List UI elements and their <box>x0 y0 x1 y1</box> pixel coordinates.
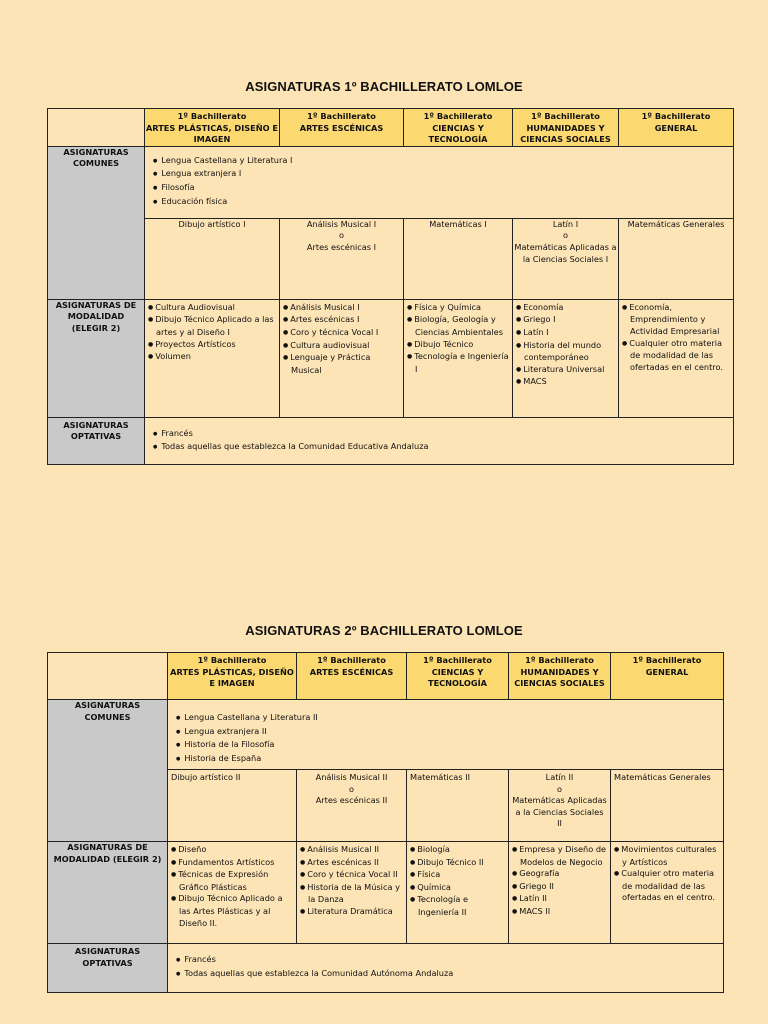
modalidad-artes-plasticas <box>168 842 297 944</box>
comun-artes-plasticas: Dibujo artístico I <box>145 218 280 299</box>
comun-general: Matemáticas Generales <box>619 218 734 299</box>
list-item: ● Historia de la Música y la Danza <box>300 882 403 906</box>
list-item: ● Latín I <box>516 327 615 340</box>
comun-artes-escenicas: Análisis Musical I o Artes escénicas I <box>280 218 404 299</box>
list-item: ● Cultura Audiovisual <box>148 302 276 315</box>
row-label-comunes: ASIGNATURAS COMUNES <box>48 700 168 842</box>
list-item: ● Dibujo Técnico Aplicado a las Artes Plásticas y al Diseño II. <box>171 893 293 929</box>
list-item: ● Proyectos Artísticos <box>148 339 276 352</box>
header-artes-escenicas: 1º Bachillerato ARTES ESCÉNICAS <box>280 109 404 147</box>
header-ciencias-tecnologia: 1º Bachillerato CIENCIAS Y TECNOLOGÍA <box>407 653 509 700</box>
list-item: ● Técnicas de Expresión Gráfico Plásticas <box>171 869 293 893</box>
list-item: ● Volumen <box>148 351 276 364</box>
header-humanidades: 1º Bachillerato HUMANIDADES Y CIENCIAS SOCIALES <box>513 109 619 147</box>
comunes-list <box>172 712 723 766</box>
modalidad-ciencias <box>404 299 513 417</box>
list-item: ● Lengua Castellana y Literatura I <box>149 155 733 169</box>
list-item: ● Dibujo Técnico Aplicado a las artes y al Diseño I <box>148 314 276 338</box>
list-item: ● MACS <box>516 376 615 389</box>
comun-artes-plasticas: Dibujo artístico II <box>168 770 297 842</box>
table2 <box>47 652 724 993</box>
list-item: ● Lengua Castellana y Literatura II <box>172 712 723 726</box>
list-item: ● Física y Química <box>407 302 509 315</box>
corner-cell <box>48 653 168 700</box>
table1 <box>47 108 734 465</box>
comun-artes-escenicas: Análisis Musical II o Artes escénicas II <box>297 770 407 842</box>
modalidad-artes-escenicas <box>280 299 404 417</box>
list-item: ● Economía <box>516 302 615 315</box>
modalidad-artes-plasticas <box>145 299 280 417</box>
list-item: ● MACS II <box>512 906 607 919</box>
list-item: ● Historia del mundo contemporáneo <box>516 340 615 364</box>
header-humanidades: 1º Bachillerato HUMANIDADES Y CIENCIAS SOCIALES <box>509 653 611 700</box>
list-item: ● Física <box>410 869 505 882</box>
list-item: ● Literatura Dramática <box>300 906 403 919</box>
list-item: ● Coro y técnica Vocal I <box>283 327 400 340</box>
header-general: 1º Bachillerato GENERAL <box>611 653 724 700</box>
list-item: ● Fundamentos Artísticos <box>171 857 293 870</box>
header-artes-plasticas: 1º Bachillerato ARTES PLÁSTICAS, DISEÑO E IMAGEN <box>145 109 280 147</box>
row-label-optativas: ASIGNATURAS OPTATIVAS <box>48 944 168 993</box>
header-general: 1º Bachillerato GENERAL <box>619 109 734 147</box>
row-label-comunes: ASIGNATURAS COMUNES <box>48 146 145 299</box>
list-item: ● Coro y técnica Vocal II <box>300 869 403 882</box>
list-item: ● Lengua extranjera II <box>172 726 723 740</box>
list-item: ● Francés <box>149 428 733 442</box>
corner-cell <box>48 109 145 147</box>
list-item: ● Literatura Universal <box>516 364 615 377</box>
list-item: ● Cualquier otro materia de modalidad de las ofertadas en el centro. <box>622 338 730 374</box>
list-item: ● Geografía <box>512 868 607 881</box>
list-item: ● Filosofía <box>149 182 733 196</box>
optativas-cell <box>168 944 724 993</box>
list-item: ● Empresa y Diseño de Modelos de Negocio <box>512 844 607 868</box>
comun-ciencias: Matemáticas I <box>404 218 513 299</box>
comunes-list-cell <box>145 146 734 218</box>
list-item: ● Latín II <box>512 893 607 906</box>
list-item: ● Biología, Geología y Ciencias Ambientales <box>407 314 509 338</box>
list-item: ● Artes escénicas II <box>300 857 403 870</box>
list-item: ● Lenguaje y Práctica Musical <box>283 352 400 376</box>
comun-ciencias: Matemáticas II <box>407 770 509 842</box>
comunes-list-cell <box>168 700 724 770</box>
list-item: ● Diseño <box>171 844 293 857</box>
list-item: ● Lengua extranjera I <box>149 168 733 182</box>
modalidad-general <box>619 299 734 417</box>
list-item: ● Tecnología e Ingeniería II <box>410 894 505 918</box>
list-item: ● Griego II <box>512 881 607 894</box>
comun-humanidades: Latín I o Matemáticas Aplicadas a la Ciencias Sociales I <box>513 218 619 299</box>
optativas-cell <box>145 417 734 464</box>
list-item: ● Química <box>410 882 505 895</box>
table2-title: ASIGNATURAS 2º BACHILLERATO LOMLOE <box>245 623 523 638</box>
list-item: ● Todas aquellas que establezca la Comunidad Educativa Andaluza <box>149 441 733 455</box>
list-item: ● Cualquier otro materia de modalidad de las ofertadas en el centro. <box>614 868 720 904</box>
list-item: ● Educación física <box>149 196 733 210</box>
comun-general: Matemáticas Generales <box>611 770 724 842</box>
list-item: ● Francés <box>172 954 723 968</box>
row-label-modalidad: ASIGNATURAS DE MODALIDAD (ELEGIR 2) <box>48 842 168 944</box>
list-item: ● Movimientos culturales y Artísticos <box>614 844 720 868</box>
list-item: ● Análisis Musical II <box>300 844 403 857</box>
list-item: ● Todas aquellas que establezca la Comunidad Autónoma Andaluza <box>172 968 723 982</box>
header-artes-plasticas: 1º Bachillerato ARTES PLÁSTICAS, DISEÑO E IMAGEN <box>168 653 297 700</box>
list-item: ● Análisis Musical I <box>283 302 400 315</box>
modalidad-artes-escenicas <box>297 842 407 944</box>
header-artes-escenicas: 1º Bachillerato ARTES ESCÉNICAS <box>297 653 407 700</box>
list-item: ● Dibujo Técnico II <box>410 857 505 870</box>
list-item: ● Dibujo Técnico <box>407 339 509 352</box>
list-item: ● Biología <box>410 844 505 857</box>
table1-title: ASIGNATURAS 1º BACHILLERATO LOMLOE <box>245 79 523 94</box>
modalidad-general <box>611 842 724 944</box>
list-item: ● Economía, Emprendimiento y Actividad Empresarial <box>622 302 730 338</box>
modalidad-ciencias <box>407 842 509 944</box>
row-label-optativas: ASIGNATURAS OPTATIVAS <box>48 417 145 464</box>
header-ciencias-tecnologia: 1º Bachillerato CIENCIAS Y TECNOLOGÍA <box>404 109 513 147</box>
list-item: ● Historia de la Filosofía <box>172 739 723 753</box>
modalidad-humanidades <box>513 299 619 417</box>
row-label-modalidad: ASIGNATURAS DE MODALIDAD (ELEGIR 2) <box>48 299 145 417</box>
list-item: ● Tecnología e Ingeniería I <box>407 351 509 375</box>
list-item: ● Artes escénicas I <box>283 314 400 327</box>
list-item: ● Cultura audiovisual <box>283 340 400 353</box>
comun-humanidades: Latín II o Matemáticas Aplicadas a la Ciencias Sociales II <box>509 770 611 842</box>
list-item: ● Griego I <box>516 314 615 327</box>
comunes-list <box>149 155 733 209</box>
list-item: ● Historia de España <box>172 753 723 767</box>
modalidad-humanidades <box>509 842 611 944</box>
